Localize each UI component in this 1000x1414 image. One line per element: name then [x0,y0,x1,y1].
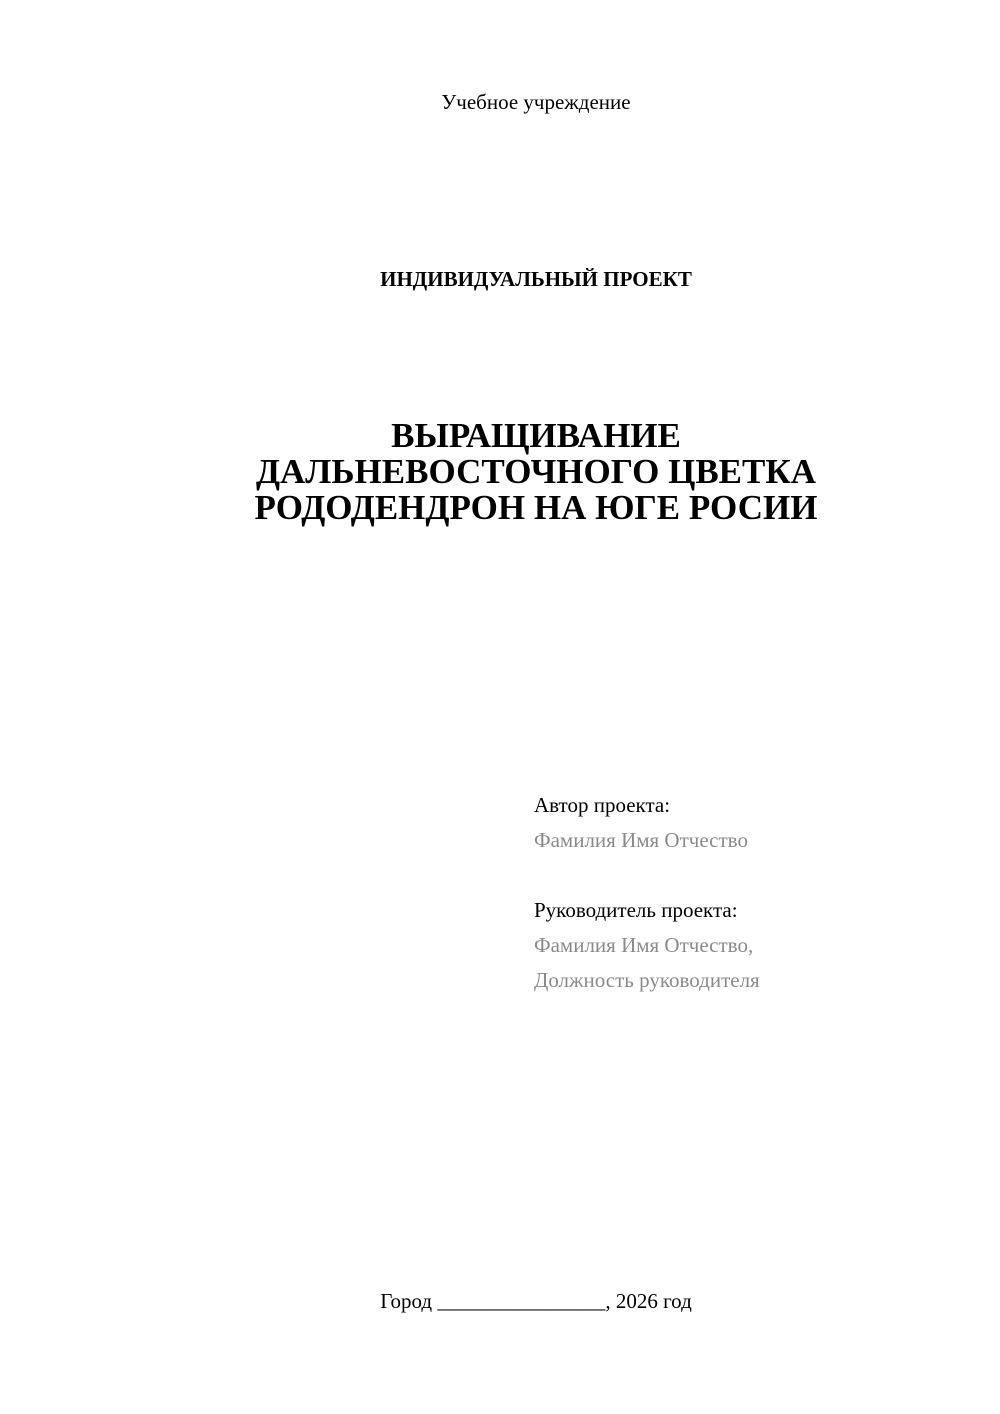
institution-name: Учебное учреждение [441,90,631,114]
project-title-line: РОДОДЕНДРОН НА ЮГЕ РОСИИ [254,488,818,527]
project-info [534,788,974,998]
project-title-line: ВЫРАЩИВАНИЕ [391,416,681,455]
supervisor-position: Должность руководителя [534,968,760,992]
city-year-footer: Город ________________, 2026 год [380,1289,692,1313]
supervisor-label: Руководитель проекта: [534,898,738,922]
document-type: ИНДИВИДУАЛЬНЫЙ ПРОЕКТ [380,267,692,291]
author-label: Автор проекта: [534,793,671,817]
project-title-line: ДАЛЬНЕВОСТОЧНОГО ЦВЕТКА [255,452,817,491]
spacer [534,858,974,893]
author-name: Фамилия Имя Отчество [534,828,748,852]
project-title [0,418,1000,526]
supervisor-name: Фамилия Имя Отчество, [534,933,754,957]
